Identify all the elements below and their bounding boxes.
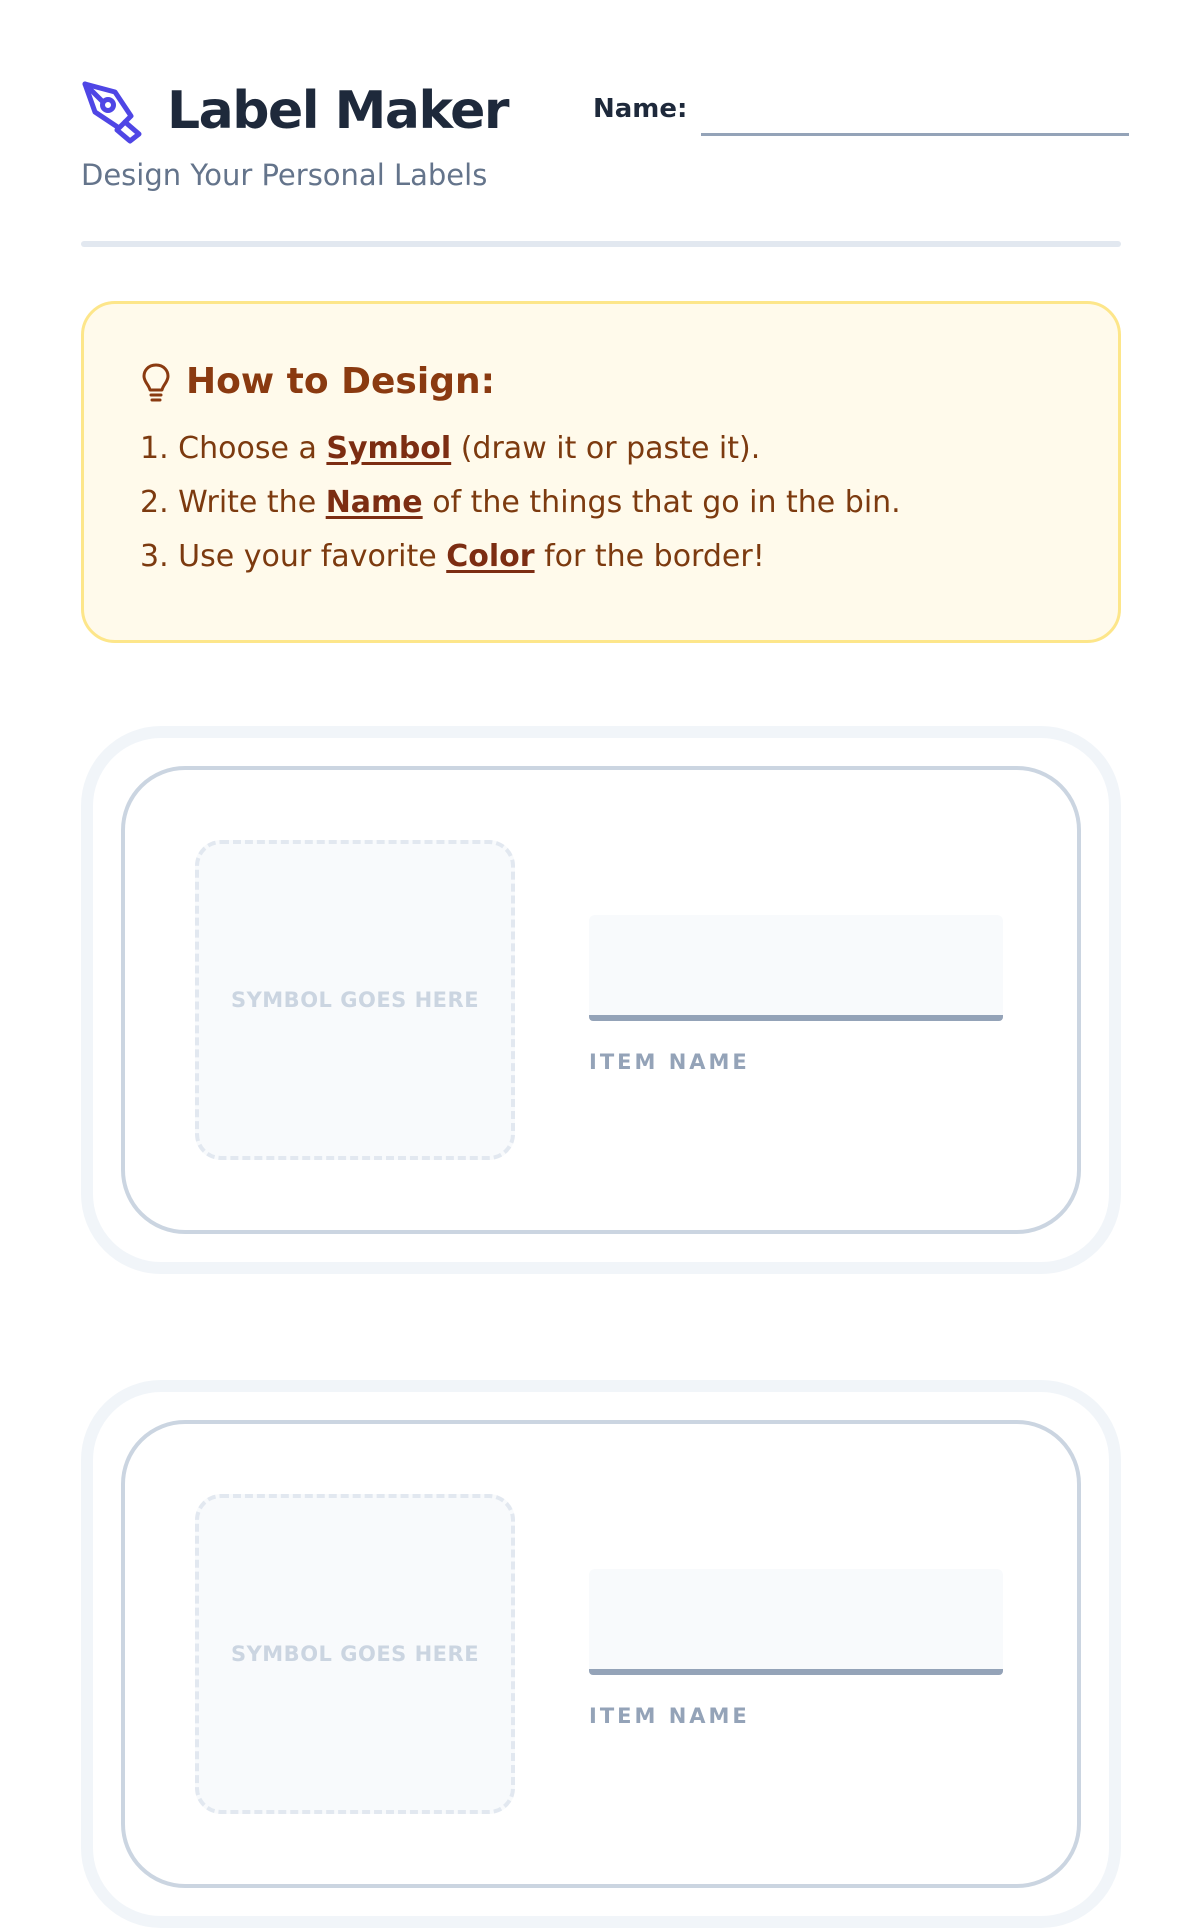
step-keyword: Name <box>325 485 423 520</box>
step-number: 1. <box>140 431 169 466</box>
symbol-placeholder: SYMBOL GOES HERE <box>230 988 480 1012</box>
symbol-drop-area[interactable] <box>195 840 515 1160</box>
instructions-title: How to Design: <box>186 361 495 402</box>
pen-tool-icon <box>81 78 145 144</box>
step-number: 3. <box>140 539 169 574</box>
header-divider <box>81 241 1121 247</box>
instructions-box <box>81 301 1121 643</box>
student-name-field <box>593 92 1129 126</box>
step-text: Use your favorite <box>178 539 447 574</box>
step-text: Choose a <box>178 431 327 466</box>
label-card <box>81 726 1121 1274</box>
step-text: (draw it or paste it). <box>451 431 761 466</box>
item-name-input[interactable] <box>589 1569 1003 1675</box>
label-border <box>121 766 1081 1234</box>
name-label: Name: <box>593 94 688 124</box>
lightbulb-icon <box>140 361 172 403</box>
symbol-placeholder: SYMBOL GOES HERE <box>230 1642 480 1666</box>
page-subtitle: Design Your Personal Labels <box>81 158 488 192</box>
name-write-line[interactable] <box>701 133 1129 136</box>
item-name-label: ITEM NAME <box>589 1050 750 1074</box>
step-text: for the border! <box>534 539 765 574</box>
step-text: of the things that go in the bin. <box>422 485 901 520</box>
item-name-label: ITEM NAME <box>589 1704 750 1728</box>
step-item <box>140 476 1118 530</box>
page-title: Label Maker <box>167 81 509 141</box>
item-name-input[interactable] <box>589 915 1003 1021</box>
step-item <box>140 422 1118 476</box>
step-keyword: Color <box>446 539 535 574</box>
header <box>81 78 1121 198</box>
label-card <box>81 1380 1121 1928</box>
step-item <box>140 530 1118 584</box>
symbol-drop-area[interactable] <box>195 1494 515 1814</box>
step-keyword: Symbol <box>326 431 452 466</box>
label-border <box>121 1420 1081 1888</box>
steps-list <box>140 422 1118 584</box>
brand <box>81 78 508 144</box>
instructions-heading <box>140 360 1118 404</box>
step-number: 2. <box>140 485 169 520</box>
step-text: Write the <box>178 485 326 520</box>
